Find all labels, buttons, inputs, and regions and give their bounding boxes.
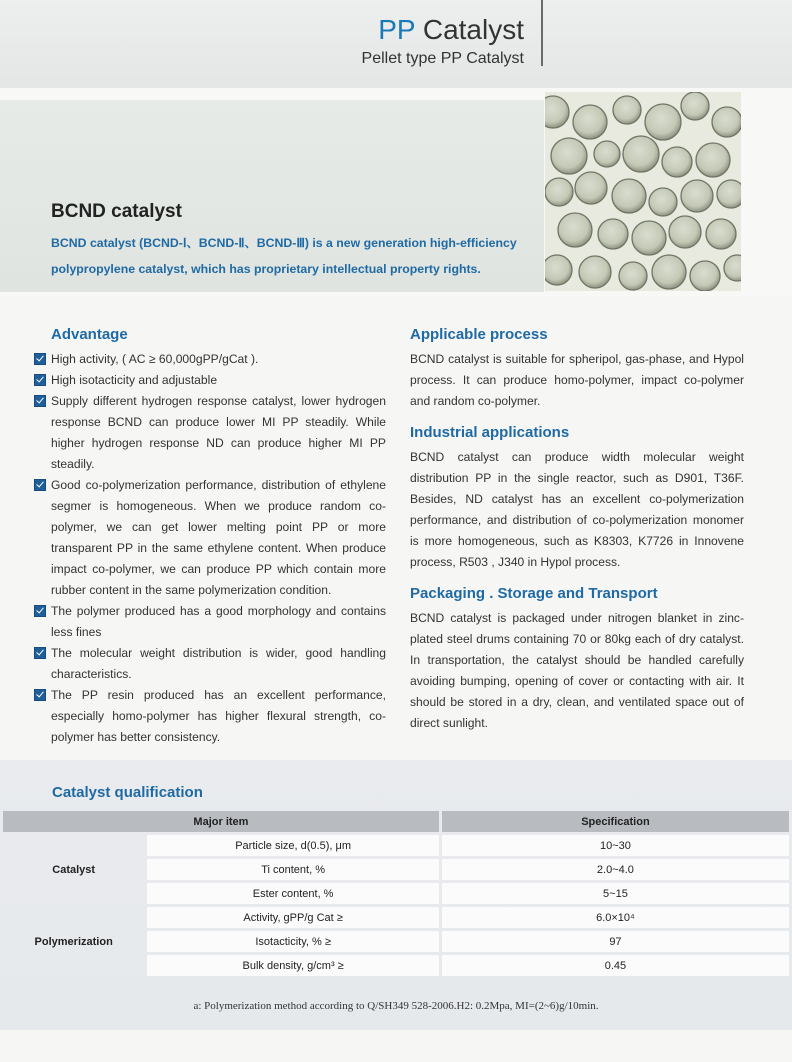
item-cell: Ti content, % [147,859,439,880]
spec-cell: 0.45 [442,955,789,976]
table-header-row [3,811,789,832]
checkbox-icon [34,374,46,386]
micrograph-svg [545,92,741,291]
item-cell: Isotacticity, % ≥ [147,931,439,952]
page-subtitle: Pellet type PP Catalyst [361,50,524,67]
checkbox-icon [34,353,46,365]
advantage-text: The polymer produced has a good morphology and contains less fines [51,604,386,639]
advantage-text: Good co-polymerization performance, distribution of ethylene segmer is homogeneous. When we produce random co-polymer, we can get lower melting point PP or more transparent PP in the same ethylene content. When produce impact co-polymer, we can produce PP which contain more rubber content in the same polymerization condition. [51,478,386,597]
packaging-text: BCND catalyst is packaged under nitrogen blanket in zinc-plated steel drums containing 70 or 80kg each of dry catalyst. In transportation, the catalyst should be handled carefully avoiding bumping, opening of cover or contacting with air. It should be stored in a dry, clean, and ventilated space out of direct sunlight. [410,611,744,730]
title-divider [541,0,543,66]
advantage-text: High isotacticity and adjustable [51,373,218,387]
major-item-header: Major item [3,811,439,832]
title-accent: PP [378,14,416,45]
qualification-heading: Catalyst qualification [52,784,203,801]
item-cell: Ester content, % [147,883,439,904]
table-row [3,835,789,856]
page-header [0,0,792,88]
qualification-table [0,808,792,979]
advantage-list [34,349,386,748]
table-row [3,907,789,928]
specification-header: Specification [442,811,789,832]
advantage-item [34,370,386,391]
checkbox-icon [34,689,46,701]
item-cell: Activity, gPP/g Cat ≥ [147,907,439,928]
checkbox-icon [34,395,46,407]
advantage-item [34,643,386,685]
spec-cell: 6.0×10⁴ [442,907,789,928]
spec-cell: 5~15 [442,883,789,904]
spec-cell: 10~30 [442,835,789,856]
item-cell: Particle size, d(0.5), μm [147,835,439,856]
applicable-process-text: BCND catalyst is suitable for spheripol, gas-phase, and Hypol process. It can produce homo-polymer, impact co-polymer and random co-polymer. [410,352,744,408]
intro-heading: BCND catalyst [51,201,182,222]
advantage-item [34,349,386,370]
advantage-text: Supply different hydrogen response catalyst, lower hydrogen response BCND can produce lower MI PP steadily. While higher hydrogen response ND can produce higher MI PP steadily. [51,394,386,471]
advantage-item [34,685,386,748]
group-label-catalyst: Catalyst [52,863,96,876]
advantage-item [34,391,386,475]
advantage-item [34,601,386,643]
checkbox-icon [34,605,46,617]
table-footnote: a: Polymerization method according to Q/SH349 528-2006.H2: 0.2Mpa, MI=(2~6)g/10min. [193,1000,599,1012]
process-column [410,326,744,746]
advantage-heading: Advantage [51,326,128,343]
page-title [378,14,524,46]
applicable-process-heading: Applicable process [410,326,548,343]
packaging-heading: Packaging . Storage and Transport [410,585,658,602]
checkbox-icon [34,647,46,659]
advantage-item [34,475,386,601]
advantage-section [34,326,386,748]
industrial-applications-text: BCND catalyst can produce width molecular weight distribution PP in the single reactor, such as D901, T36F. Besides, ND catalyst has an excellent co-polymerization performance, and distribution of co-polymerization monomer is more homogeneous, such as K8303, K7726 in Innovene process, R503 , J340 in Hypol process. [410,450,744,569]
group-label-polymerization: Polymerization [34,935,113,948]
checkbox-icon [34,479,46,491]
advantage-text: High activity, ( AC ≥ 60,000gPP/gCat ). [51,352,259,366]
intro-panel [0,100,544,292]
catalyst-micrograph-image [545,92,741,291]
advantage-text: The molecular weight distribution is wider, good handling characteristics. [51,646,386,681]
spec-cell: 2.0~4.0 [442,859,789,880]
advantage-text: The PP resin produced has an excellent performance, especially homo-polymer has higher flexural strength, co-polymer has better consistency. [51,688,386,744]
title-rest: Catalyst [415,14,524,45]
industrial-applications-heading: Industrial applications [410,424,570,441]
spec-cell: 97 [442,931,789,952]
intro-description: BCND catalyst (BCND-Ⅰ、BCND-Ⅱ、BCND-Ⅲ) is a new generation high-efficiency polypropylene catalyst, which has proprietary intellectual property rights. [51,236,517,276]
item-cell: Bulk density, g/cm³ ≥ [147,955,439,976]
